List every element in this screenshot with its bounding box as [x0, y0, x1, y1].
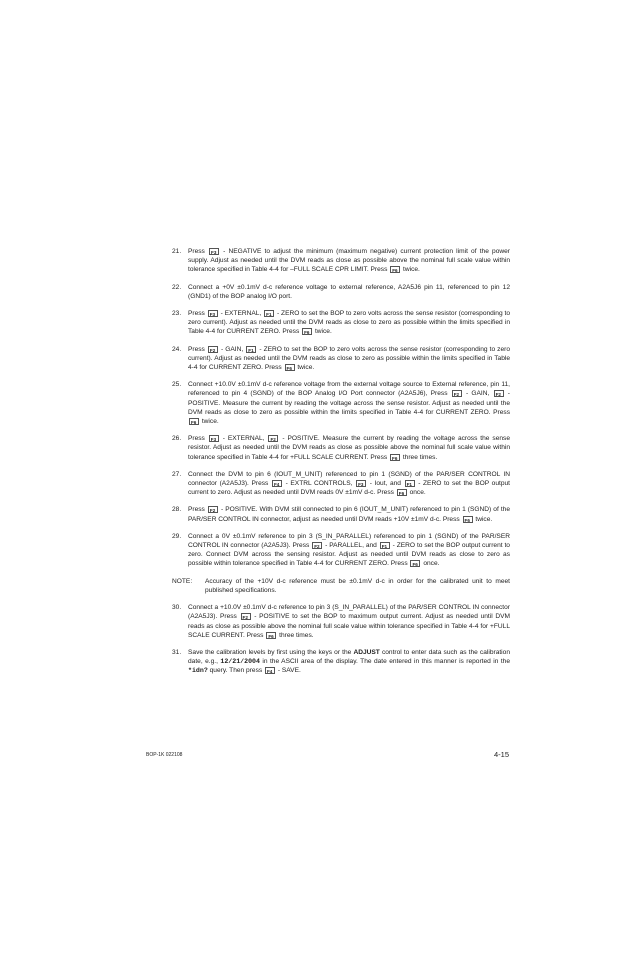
function-key-icon: F6	[463, 516, 473, 523]
procedure-step: 29. Connect a 0V ±0.1mV reference to pin 3 (S_IN_PARALLEL) referenced to pin 1 (SGND) of the PAR/SER CONTROL IN connector (A2A5J3). Press F2 - PARALLEL, and F1 - ZERO to set the BOP output current to zero. Connect DVM across the sensing resistor. Adjust as needed until DVM reads as close to zero as possible within tolerance specified in Table 4-4 for CURRENT ZERO. Press F6 once.	[172, 532, 510, 568]
procedure-steps	[172, 247, 510, 569]
function-key-icon: F3	[356, 480, 366, 487]
procedure-step: 30. Connect a +10.0V ±0.1mV d-c reference to pin 3 (S_IN_PARALLEL) of the PAR/SER CONTROL IN connector (A2A5J3). Press F2 - POSITIVE to set the BOP to maximum output current. Adjust as needed until DVM reads as close as possible above the nominal full scale value within tolerance specified in Table 4-4 for +FULL SCALE CURRENT. Press F6 three times.	[172, 604, 510, 639]
step-number: 21.	[172, 248, 182, 255]
note-text: Accuracy of the +10V d-c reference must be ±0.1mV d-c in order for the calibrated unit to meet published specifications.	[205, 577, 510, 594]
function-key-icon: F2	[268, 435, 278, 442]
step-number: 25.	[172, 381, 182, 389]
function-key-icon: F6	[390, 266, 400, 273]
step-number: 31.	[172, 648, 182, 656]
step-number: 30.	[172, 604, 182, 612]
function-key-icon: F6	[410, 560, 420, 567]
function-key-icon: F6	[390, 454, 400, 461]
step-number: 24.	[172, 345, 182, 353]
procedure-step: 23. Press F3 - EXTERNAL, F1 - ZERO to set the BOP to zero volts across the sense resistor (corresponding to zero current). Adjust as needed until the DVM reads as close to zero as possible within the limits specified in Table 4-4 for CURRENT ZERO. Press F6 twice.	[172, 310, 510, 336]
function-key-icon: F2	[208, 346, 218, 353]
function-key-icon: F2	[312, 542, 322, 549]
procedure-step: 28. Press F2 - POSITIVE. With DVM still connected to pin 6 (IOUT_M_UNIT) referenced to pin 1 (SGND) of the PAR/SER CONTROL IN connector, adjust as needed until DVM reads +10V ±1mV d-c. Press F6 twice.	[172, 506, 511, 523]
function-key-icon: F6	[285, 364, 295, 371]
procedure-step: 21. Press F3 - NEGATIVE to adjust the minimum (maximum negative) current protection limit of the power supply. Adjust as needed until the DVM reads as close as possible above the nominal full scale value within tolerance specified in Table 4-4 for –FULL SCALE CPR LIMIT. Press F6 twice.	[172, 248, 510, 274]
function-key-icon: F4	[265, 667, 275, 674]
procedure-step: 26. Press F3 - EXTERNAL, F2 - POSITIVE. Measure the current by reading the voltage across the sense resistor. Adjust as needed until the DVM reads as close as possible above the nominal full scale value within tolerance specified in Table 4-4 for +FULL SCALE CURRENT. Press F6 three times.	[172, 435, 510, 461]
function-key-icon: F3	[209, 248, 219, 255]
step-number: 27.	[172, 470, 182, 478]
function-key-icon: F6	[266, 632, 276, 639]
function-key-icon: F1	[380, 542, 390, 549]
step-number: 29.	[172, 532, 182, 540]
function-key-icon: F2	[241, 613, 251, 620]
procedure-steps-continued	[172, 603, 510, 675]
procedure-step: 22. Connect a +0V ±0.1mV d-c reference voltage to external reference, A2A5J6 pin 11, referenced to pin 12 (GND1) of the BOP analog I/O port.	[172, 283, 510, 300]
control-name: ADJUST	[353, 648, 380, 656]
function-key-icon: F4	[272, 480, 282, 487]
step-number: 28.	[172, 506, 182, 514]
function-key-icon: F1	[246, 346, 256, 353]
step-number: 26.	[172, 435, 182, 443]
function-key-icon: F2	[494, 390, 504, 397]
function-key-icon: F2	[452, 390, 462, 397]
code-text: 12/21/2004	[220, 658, 260, 666]
function-key-icon: F6	[189, 418, 199, 425]
code-text: *idn?	[188, 667, 208, 675]
function-key-icon: F1	[405, 480, 415, 487]
page-content	[172, 247, 510, 684]
procedure-step: 27. Connect the DVM to pin 6 (IOUT_M_UNIT) referenced to pin 1 (SGND) of the PAR/SER CONTROL IN connector (A2A5J3). Press F4 - EXTRL CONTROLS, F3 - Iout, and F1 - ZERO to set the BOP output current to zero. Adjust as needed until DVM reads 0V ±1mV d-c. Press F6 once.	[172, 470, 510, 497]
procedure-step: 25. Connect +10.0V ±0.1mV d-c reference voltage from the external voltage source to External reference, pin 11, referenced to pin 4 (SGND) of the BOP Analog I/O Port connector (A2A5J6), Press F2 - GAIN, F2 - POSITIVE. Measure the current by reading the voltage across the sense resistor. Adjust as needed until the DVM reads as close to zero as possible within the limits specified in Table 4-4 for CURRENT ZERO. Press F6 twice.	[172, 381, 510, 426]
note-block	[172, 577, 510, 595]
procedure-step: 24. Press F2 - GAIN, F1 - ZERO to set the BOP to zero volts across the sense resistor (corresponding to zero current). Adjust as needed until the DVM reads as close to zero as possible within the limits specified in Table 4-4 for CURRENT ZERO. Press F6 twice.	[172, 345, 510, 372]
function-key-icon: F3	[209, 435, 219, 442]
footer-document-id: BOP-1K 022108	[146, 752, 183, 758]
step-number: 22.	[172, 283, 182, 291]
function-key-icon: F6	[302, 328, 312, 335]
procedure-step: 31. Save the calibration levels by first using the keys or the ADJUST control to enter data such as the calibration date, e.g., 12/21/2004 in the ASCII area of the display. The date entered in this manner is reported in the *idn? query. Then press F4 - SAVE.	[172, 648, 510, 675]
function-key-icon: F3	[208, 310, 218, 317]
footer-page-number: 4-15	[494, 750, 510, 759]
function-key-icon: F1	[264, 310, 274, 317]
function-key-icon: F2	[208, 506, 218, 513]
function-key-icon: F6	[397, 489, 407, 496]
step-number: 23.	[172, 310, 182, 318]
note-label: NOTE:	[172, 577, 193, 585]
